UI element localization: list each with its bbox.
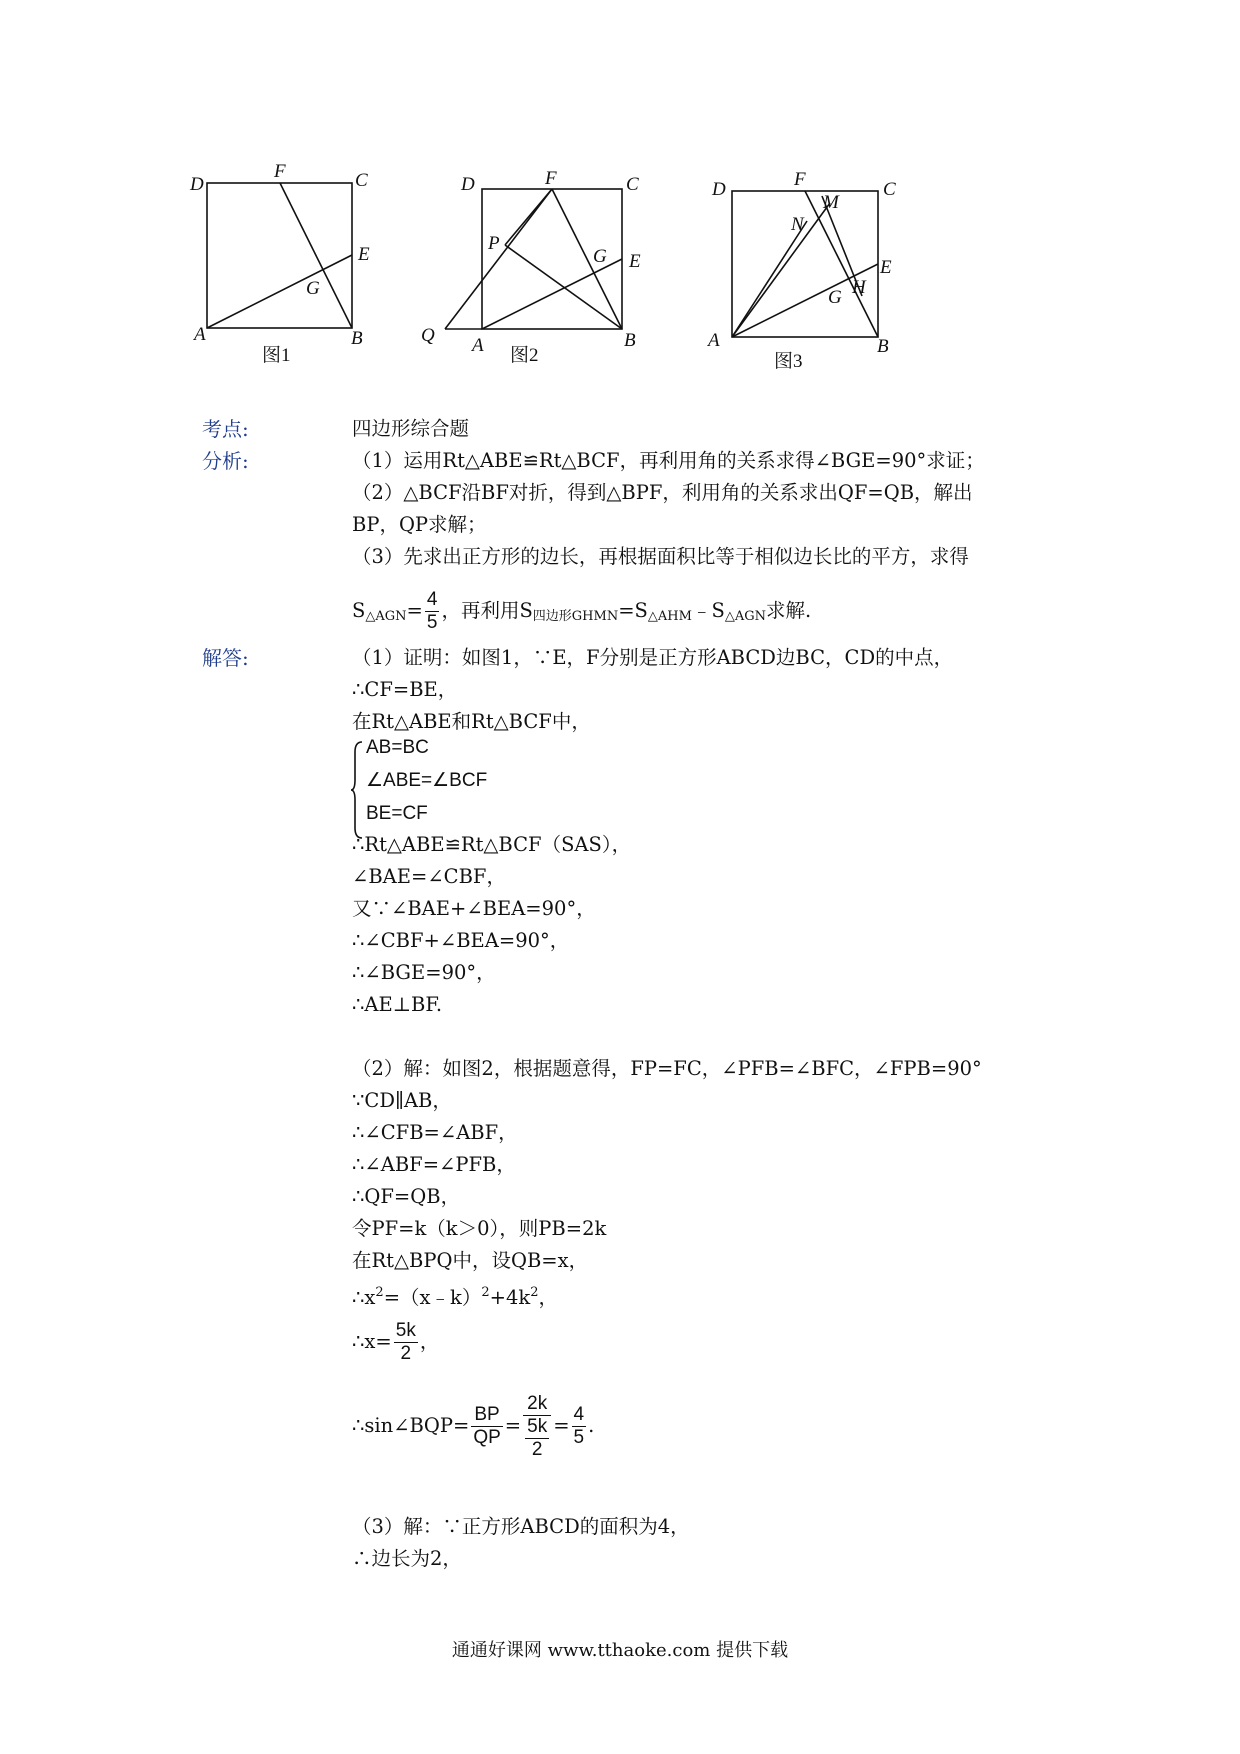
fraction bbox=[425, 589, 440, 634]
fraction-numerator: 5k bbox=[395, 1320, 416, 1341]
fraction-denominator: 2 bbox=[400, 1343, 412, 1364]
system-eq-2: ∠ABE=∠BCF bbox=[366, 770, 488, 791]
fig1-label-d: D bbox=[190, 174, 204, 195]
part2-row bbox=[0, 1246, 1240, 1276]
fig3-label-g: G bbox=[828, 287, 842, 308]
subscript: 四边形GHMN bbox=[532, 609, 619, 624]
fenxi-line: （2）△BCF沿BF对折，得到△BPF，利用角的关系求出QF=QB，解出 bbox=[352, 481, 973, 504]
fraction-numerator: 5k bbox=[527, 1415, 548, 1437]
text-segment: . bbox=[588, 1414, 595, 1437]
jieda-label: 解答: bbox=[202, 646, 249, 670]
fig3-label-e: E bbox=[880, 257, 892, 278]
text-segment: =（x﹣k） bbox=[383, 1286, 482, 1309]
fig2-caption: 图2 bbox=[510, 345, 539, 366]
equals: = bbox=[553, 1414, 570, 1437]
fig3-label-n: N bbox=[791, 214, 804, 235]
fig3-label-d: D bbox=[712, 179, 726, 200]
fig3-line-am bbox=[732, 203, 830, 337]
part2-row bbox=[0, 1086, 1240, 1116]
fig1-label-e: E bbox=[358, 244, 370, 265]
text-segment: =S bbox=[618, 599, 648, 622]
fraction-denominator: 2 bbox=[531, 1438, 543, 1460]
fig1-line-fb bbox=[280, 183, 352, 328]
part1-line: （1）证明：如图1，∵E，F分别是正方形ABCD边BC，CD的中点， bbox=[352, 646, 954, 669]
part1b-row bbox=[0, 830, 1240, 860]
part2-line: （2）解：如图2，根据题意得，FP=FC，∠PFB=∠BFC，∠FPB=90° bbox=[352, 1057, 982, 1080]
figures bbox=[0, 0, 1240, 380]
part1-row bbox=[0, 675, 1240, 705]
text-segment: ， bbox=[419, 1330, 440, 1353]
fenxi-label: 分析: bbox=[202, 449, 249, 473]
part1b-line: ∴∠CBF+∠BEA=90°， bbox=[352, 929, 570, 952]
part1b-row bbox=[0, 958, 1240, 988]
fenxi-line: （1）运用Rt△ABE≌Rt△BCF，再利用角的关系求得∠BGE=90°求证； bbox=[352, 449, 985, 472]
system-brace bbox=[350, 740, 364, 840]
eq-x-row bbox=[0, 1316, 1240, 1368]
part2-row bbox=[0, 1150, 1240, 1180]
figures-svg bbox=[0, 0, 1240, 380]
part1b-line: ∴∠BGE=90°， bbox=[352, 961, 496, 984]
part3-row bbox=[0, 1544, 1240, 1574]
fig1-square bbox=[207, 183, 352, 328]
fraction-denominator: 5 bbox=[426, 612, 438, 633]
subscript: △AHM bbox=[647, 609, 692, 624]
fenxi-line: BP，QP求解； bbox=[352, 513, 487, 536]
equals: = bbox=[504, 1414, 522, 1437]
fraction-numerator: BP bbox=[471, 1404, 502, 1427]
system-eq-1: AB=BC bbox=[366, 737, 429, 758]
part2-line: ∴∠CFB=∠ABF， bbox=[352, 1121, 518, 1144]
part3-row bbox=[0, 1512, 1240, 1542]
part2-line: ∴∠ABF=∠PFB， bbox=[352, 1153, 516, 1176]
fraction-denominator bbox=[523, 1416, 551, 1461]
page-footer: 通通好课网 www.tthaoke.com 提供下载 bbox=[451, 1640, 789, 1661]
fenxi-row-5 bbox=[0, 588, 1240, 634]
fig2-label-f: F bbox=[545, 168, 557, 189]
part2-line: 令PF=k（k＞0），则PB=2k bbox=[352, 1217, 607, 1240]
part1-line: 在Rt△ABE和Rt△BCF中， bbox=[352, 710, 591, 733]
fenxi-line: （3）先求出正方形的边长，再根据面积比等于相似边长比的平方，求得 bbox=[352, 545, 969, 568]
fig3-label-h: H bbox=[852, 277, 866, 298]
part2-row bbox=[0, 1118, 1240, 1148]
fig2-label-c: C bbox=[626, 174, 639, 195]
part1b-line: 又∵∠BAE+∠BEA=90°， bbox=[352, 897, 596, 920]
s-symbol: S bbox=[352, 599, 366, 622]
part1b-line: ∴Rt△ABE≌Rt△BCF（SAS）， bbox=[352, 833, 632, 856]
inner-fraction bbox=[525, 1416, 549, 1461]
jieda-row-1 bbox=[0, 643, 1240, 673]
fig3-square bbox=[732, 191, 878, 337]
fig2-line-qf bbox=[445, 189, 552, 329]
part2-line: ∴QF=QB， bbox=[352, 1185, 461, 1208]
fraction bbox=[394, 1320, 418, 1365]
fraction-denominator: QP bbox=[473, 1427, 501, 1448]
part2-row bbox=[0, 1054, 1240, 1084]
fenxi-row-3 bbox=[0, 510, 1240, 540]
text-segment: ∴x bbox=[352, 1286, 376, 1309]
eq-x bbox=[352, 1316, 439, 1368]
part1b-row bbox=[0, 894, 1240, 924]
fig1-label-g: G bbox=[306, 278, 320, 299]
fraction bbox=[572, 1404, 587, 1449]
fig3-label-c: C bbox=[883, 179, 896, 200]
fig3-label-b: B bbox=[877, 336, 889, 357]
fig2-line-ae bbox=[482, 259, 622, 329]
text-segment: ，再利用S bbox=[441, 599, 533, 622]
text-segment: ∴sin∠BQP= bbox=[352, 1414, 470, 1437]
eq-x2 bbox=[352, 1278, 558, 1313]
part2-line: ∵CD∥AB， bbox=[352, 1089, 452, 1112]
fig1-line-ae bbox=[207, 255, 352, 328]
text-segment: ∴x= bbox=[352, 1330, 392, 1353]
fig1-label-a: A bbox=[194, 324, 206, 345]
superscript: 2 bbox=[481, 1285, 490, 1300]
fig3-label-f: F bbox=[794, 169, 806, 190]
part3-line: ∴边长为2， bbox=[352, 1547, 462, 1570]
equals: = bbox=[406, 599, 423, 622]
fig3-line-fb bbox=[805, 191, 878, 337]
part1b-line: ∴AE⊥BF. bbox=[352, 993, 443, 1016]
system-eq-3: BE=CF bbox=[366, 803, 428, 824]
part2-row bbox=[0, 1214, 1240, 1244]
fraction-numerator: 4 bbox=[573, 1404, 585, 1425]
fig3-line-ae bbox=[732, 264, 878, 337]
fig3-line-an bbox=[732, 221, 807, 337]
complex-fraction bbox=[523, 1393, 551, 1461]
fig3-label-m: M bbox=[823, 192, 839, 213]
fig2-label-e: E bbox=[629, 251, 641, 272]
eq-sin bbox=[352, 1386, 594, 1466]
fig2-label-d: D bbox=[461, 174, 475, 195]
fenxi-row-4 bbox=[0, 542, 1240, 572]
part2-row bbox=[0, 1182, 1240, 1212]
fig1-caption: 图1 bbox=[262, 345, 291, 366]
fig2-label-b: B bbox=[624, 330, 636, 351]
part1b-row bbox=[0, 862, 1240, 892]
subscript: △AGN bbox=[724, 609, 766, 624]
text-segment: +4k bbox=[489, 1286, 531, 1309]
fig2-label-g: G bbox=[593, 246, 607, 267]
fig3-label-a: A bbox=[708, 330, 720, 351]
fraction-numerator: 2k bbox=[523, 1393, 551, 1416]
superscript: 2 bbox=[375, 1285, 384, 1300]
part2-line: 在Rt△BPQ中，设QB=x， bbox=[352, 1249, 589, 1272]
fenxi-formula bbox=[352, 588, 811, 640]
kaodian-text: 四边形综合题 bbox=[352, 417, 470, 440]
part1-row bbox=[0, 707, 1240, 737]
fraction bbox=[471, 1404, 502, 1449]
fig2-label-p: P bbox=[488, 233, 500, 254]
part1b-row bbox=[0, 926, 1240, 956]
kaodian-label: 考点: bbox=[202, 417, 249, 441]
part1b-line: ∠BAE=∠CBF， bbox=[352, 865, 506, 888]
text-segment: ﹣S bbox=[691, 599, 725, 622]
kaodian-row bbox=[0, 414, 1240, 444]
eq-x2-row bbox=[0, 1278, 1240, 1308]
text-segment: ， bbox=[538, 1286, 558, 1309]
fraction-denominator: 5 bbox=[573, 1427, 585, 1448]
superscript: 2 bbox=[530, 1285, 539, 1300]
fig1-label-f: F bbox=[274, 161, 286, 182]
fig2-line-fb bbox=[552, 189, 622, 329]
fig1-label-c: C bbox=[355, 170, 368, 191]
fenxi-row-2 bbox=[0, 478, 1240, 508]
fig2-label-a: A bbox=[472, 335, 484, 356]
part1b-row bbox=[0, 990, 1240, 1020]
fenxi-row-1 bbox=[0, 446, 1240, 476]
part3-line: （3）解：∵正方形ABCD的面积为4， bbox=[352, 1515, 690, 1538]
text-segment: 求解. bbox=[765, 599, 812, 622]
subscript: △AGN bbox=[365, 609, 407, 624]
fig2-label-q: Q bbox=[421, 325, 435, 346]
fig1-label-b: B bbox=[351, 328, 363, 349]
part1-line: ∴CF=BE， bbox=[352, 678, 458, 701]
fraction-numerator: 4 bbox=[426, 589, 438, 610]
eq-sin-row bbox=[0, 1386, 1240, 1466]
fig3-caption: 图3 bbox=[774, 351, 803, 372]
